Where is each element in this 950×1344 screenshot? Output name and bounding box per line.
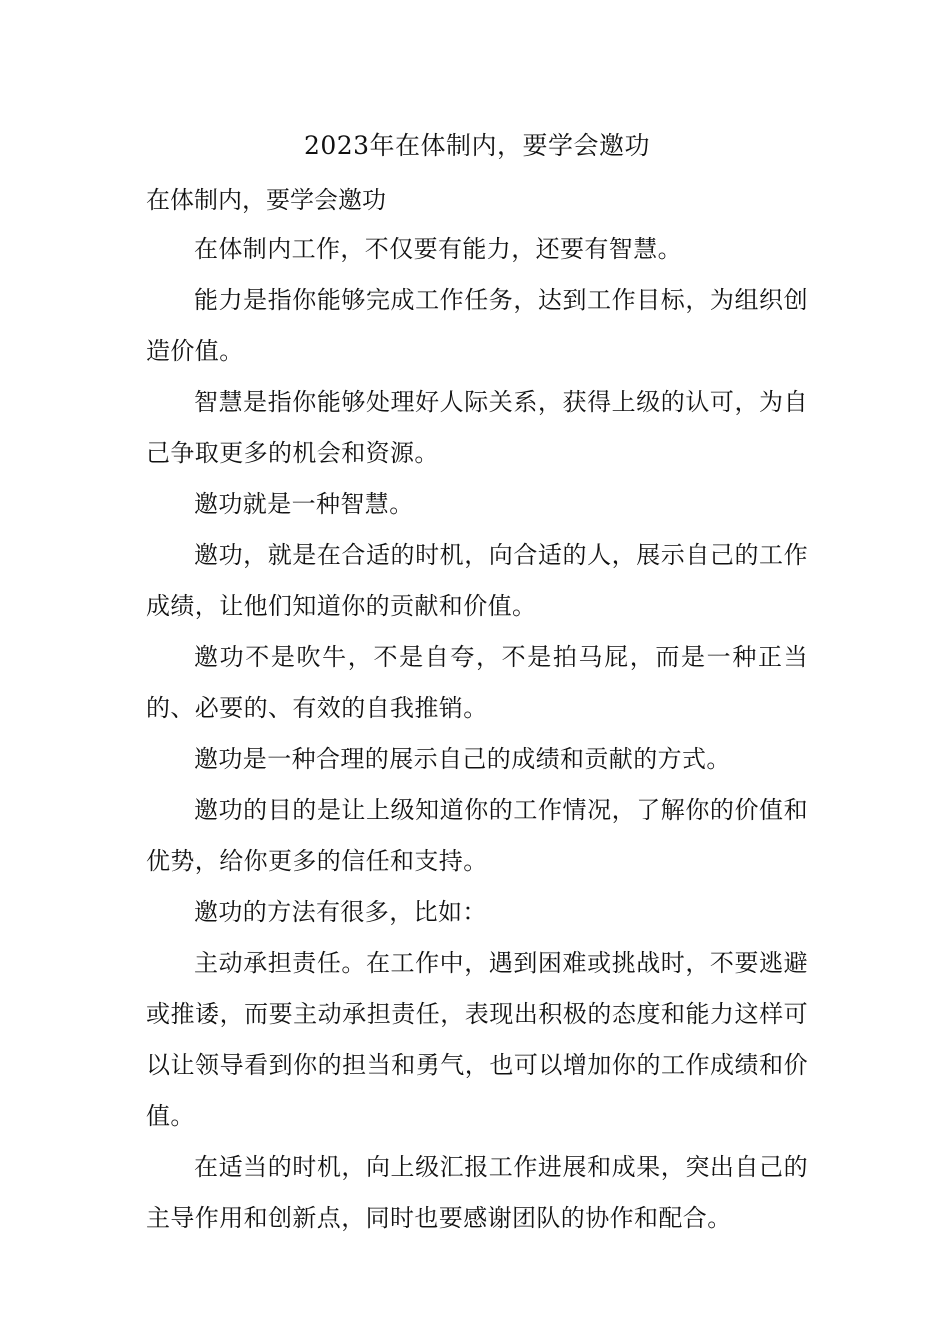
paragraph-2: 能力是指你能够完成工作任务，达到工作目标，为组织创造价值。 — [146, 286, 808, 365]
paragraph-3: 智慧是指你能够处理好人际关系，获得上级的认可，为自己争取更多的机会和资源。 — [146, 388, 808, 467]
document-subtitle: 在体制内，要学会邀功 — [146, 186, 386, 214]
paragraph-4: 邀功就是一种智慧。 — [194, 490, 414, 518]
paragraph-11: 在适当的时机，向上级汇报工作进展和成果，突出自己的主导作用和创新点，同时也要感谢团队的协作和配合。 — [146, 1153, 808, 1232]
paragraph-7: 邀功是一种合理的展示自己的成绩和贡献的方式。 — [194, 745, 731, 773]
paragraph-9: 邀功的方法有很多，比如： — [194, 898, 487, 926]
paragraph-1: 在体制内工作，不仅要有能力，还要有智慧。 — [194, 235, 682, 263]
document-title: 2023年在体制内，要学会邀功 — [303, 131, 651, 160]
paragraph-8: 邀功的目的是让上级知道你的工作情况，了解你的价值和优势，给你更多的信任和支持。 — [146, 796, 808, 875]
paragraph-10: 主动承担责任。在工作中，遇到困难或挑战时，不要逃避或推诿，而要主动承担责任，表现出积极的态度和能力这样可以让领导看到你的担当和勇气，也可以增加你的工作成绩和价值。 — [146, 949, 808, 1130]
paragraph-5: 邀功，就是在合适的时机，向合适的人，展示自己的工作成绩，让他们知道你的贡献和价值。 — [146, 541, 808, 620]
paragraph-6: 邀功不是吹牛，不是自夸，不是拍马屁，而是一种正当的、必要的、有效的自我推销。 — [146, 643, 808, 722]
